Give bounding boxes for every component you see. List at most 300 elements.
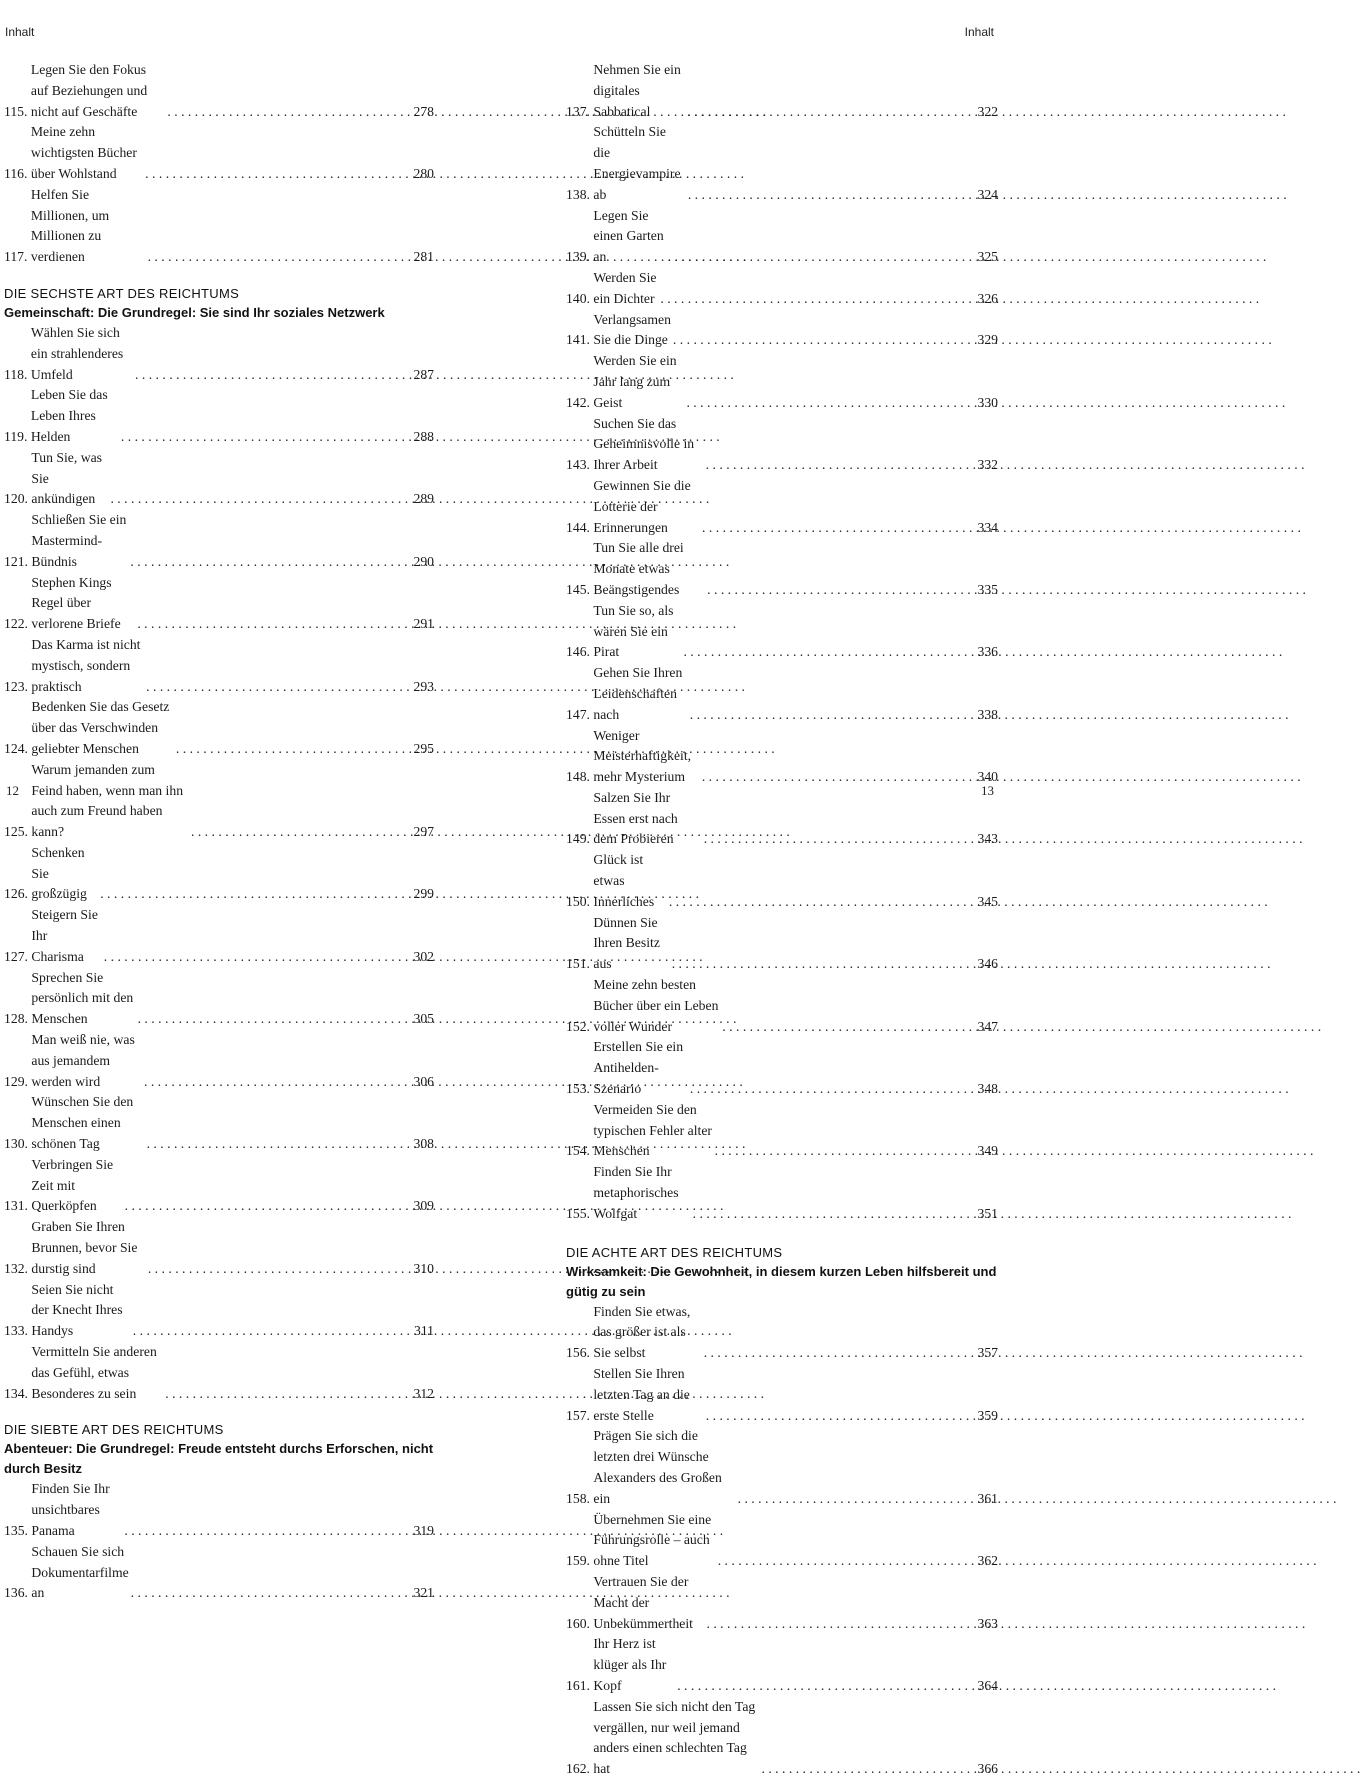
entry-page-number: 297 [413, 824, 434, 840]
toc-group-section7 [4, 1479, 434, 1604]
running-head: Inhalt [964, 25, 994, 39]
entry-title: Werden Sie ein Dichter [593, 269, 657, 306]
toc-entry [566, 310, 998, 352]
entry-title: Erstellen Sie ein Antihelden-Szenario [593, 1039, 684, 1097]
entry-title: Tun Sie alle drei Monate etwas Beängstigendes [593, 540, 684, 597]
dot-leader [702, 767, 965, 788]
entry-number: 117. [4, 249, 28, 265]
entry-body [593, 1100, 968, 1162]
entry-page-number: 306 [413, 1073, 434, 1089]
entry-title: Sprechen Sie persönlich mit den Menschen [31, 969, 134, 1027]
dot-leader [131, 1583, 401, 1604]
entry-number: 154. [566, 1143, 590, 1159]
entry-title: Tun Sie, was Sie ankündigen [31, 449, 102, 507]
entry-number: 122. [4, 616, 28, 632]
entry-body [593, 414, 968, 476]
toc-entry [4, 385, 434, 447]
entry-body [31, 905, 404, 967]
entry-number: 160. [566, 1615, 590, 1631]
entry-number: 126. [4, 886, 28, 902]
entry-body [31, 1479, 404, 1541]
entry-title: Dünnen Sie Ihren Besitz aus [593, 914, 660, 972]
entry-body [593, 1162, 968, 1224]
toc-entry [4, 1342, 434, 1404]
entry-body [593, 538, 968, 600]
entry-body [31, 323, 404, 385]
toc-entry [566, 1162, 998, 1224]
entry-title: Graben Sie Ihren Brunnen, bevor Sie durstig sind [31, 1219, 138, 1276]
entry-page-number: 319 [413, 1523, 434, 1538]
entry-page-number: 357 [977, 1345, 998, 1361]
entry-page-number: 348 [977, 1081, 998, 1097]
entry-page-number: 363 [977, 1615, 998, 1631]
dot-leader [133, 1321, 401, 1342]
entry-page-number: 278 [413, 103, 434, 119]
dot-leader [135, 365, 401, 386]
entry-title: Wählen Sie sich ein strahlenderes Umfeld [30, 324, 124, 382]
entry-title: Vertrauen Sie der Macht der Unbekümmertheit [593, 1573, 693, 1631]
dot-leader [704, 1343, 965, 1364]
toc-entry [566, 60, 998, 122]
entry-number: 153. [566, 1081, 590, 1097]
entry-number: 125. [4, 824, 28, 840]
toc-entry [566, 913, 998, 975]
entry-number: 162. [566, 1761, 590, 1777]
toc-entry [566, 1364, 998, 1426]
dot-leader [672, 954, 965, 975]
dot-leader [148, 1259, 401, 1280]
toc-entry [4, 323, 434, 385]
entry-body [593, 913, 968, 975]
toc-entry [566, 414, 998, 476]
entry-body [31, 1155, 404, 1217]
entry-title: Wünschen Sie den Menschen einen schönen Tag [31, 1094, 134, 1152]
toc-entry [4, 1217, 434, 1279]
entry-title: Legen Sie den Fokus auf Beziehungen und nicht auf Geschäfte [30, 62, 148, 119]
entry-page-number: 364 [977, 1677, 998, 1693]
dot-leader [125, 1196, 401, 1217]
entry-title: Schenken Sie großzügig [31, 844, 87, 902]
toc-entry [566, 538, 998, 600]
toc-entry [566, 1426, 998, 1509]
dot-leader [706, 455, 965, 476]
entry-body [593, 1634, 968, 1696]
entry-body [593, 1426, 968, 1509]
entry-title: Meine zehn besten Bücher über ein Leben voller Wunder [593, 977, 719, 1034]
entry-page-number: 332 [977, 457, 998, 473]
entry-title: Gewinnen Sie die Lotterie der Erinnerungen [593, 477, 691, 535]
toc-entry [4, 122, 434, 184]
entry-number: 158. [566, 1490, 590, 1506]
entry-page-number: 359 [977, 1407, 998, 1423]
entry-page-number: 324 [977, 186, 998, 202]
entry-number: 156. [566, 1345, 590, 1361]
toc-entry [566, 601, 998, 663]
toc-entry [4, 1280, 434, 1342]
toc-entry [566, 788, 998, 850]
entry-title: Ihr Herz ist klüger als Ihr Kopf [593, 1636, 667, 1693]
entry-body [31, 1342, 404, 1404]
entry-page-number: 310 [413, 1260, 434, 1276]
entry-number: 138. [566, 186, 590, 202]
entry-page-number: 336 [977, 644, 998, 660]
entry-page-number: 305 [413, 1011, 434, 1027]
entry-body [593, 351, 968, 413]
dot-leader [167, 102, 401, 123]
entry-page-number: 330 [977, 394, 998, 410]
right-page [500, 0, 1000, 1777]
entry-number: 115. [4, 103, 28, 119]
entry-number: 127. [4, 948, 28, 964]
entry-title: Man weiß nie, was aus jemandem werden wird [31, 1032, 135, 1089]
dot-leader [165, 1384, 401, 1405]
dot-leader [130, 552, 401, 573]
dot-leader [677, 1676, 965, 1697]
entry-number: 131. [4, 1198, 28, 1214]
entry-body [593, 268, 968, 310]
toc-entry [4, 1479, 434, 1541]
dot-leader [146, 677, 401, 698]
entry-page-number: 351 [977, 1205, 998, 1221]
toc-entry [4, 1092, 434, 1154]
entry-body [593, 788, 968, 850]
toc-entry [566, 1302, 998, 1364]
entry-page-number: 287 [413, 366, 434, 382]
dot-leader [124, 1521, 401, 1542]
toc-entry [4, 760, 434, 843]
dot-leader [690, 705, 965, 726]
toc-entry [566, 1634, 998, 1696]
dot-leader [121, 427, 401, 448]
entry-title: Verbringen Sie Zeit mit Querköpfen [31, 1156, 114, 1214]
toc-entry [566, 1037, 998, 1099]
entry-page-number: 302 [413, 948, 434, 964]
entry-body [31, 385, 404, 447]
entry-title: Vermitteln Sie anderen das Gefühl, etwas Besonderes zu sein [31, 1344, 157, 1401]
dot-leader [191, 822, 401, 843]
entry-body [593, 122, 968, 205]
toc-list [566, 60, 998, 1780]
entry-body [31, 60, 404, 122]
entry-title: Verlangsamen Sie die Dinge [593, 311, 671, 348]
dot-leader [148, 247, 401, 268]
entry-title: Stephen Kings Regel über verlorene Briefe [31, 574, 121, 632]
entry-body [31, 697, 404, 759]
entry-page-number: 299 [413, 886, 434, 902]
entry-title: Das Karma ist nicht mystisch, sondern praktisch [31, 636, 141, 694]
dot-leader [683, 642, 965, 663]
entry-number: 150. [566, 893, 590, 909]
entry-body [31, 843, 404, 905]
dot-leader [138, 1009, 401, 1030]
entry-number: 128. [4, 1011, 28, 1027]
entry-page-number: 346 [977, 956, 998, 972]
section-heading: DIE SIEBTE ART DES REICHTUMS [4, 1422, 224, 1438]
dot-leader [687, 102, 965, 123]
entry-page-number: 281 [413, 249, 434, 265]
entry-page-number: 309 [413, 1198, 434, 1214]
entry-title: Bedenken Sie das Gesetz über das Verschwinden geliebter Menschen [31, 699, 170, 756]
dot-leader [722, 1017, 965, 1038]
toc-entry [566, 1100, 998, 1162]
dot-leader [738, 1489, 965, 1510]
dot-leader [702, 518, 965, 539]
dot-leader [144, 1072, 401, 1093]
entry-number: 145. [566, 581, 590, 597]
dot-leader [110, 489, 401, 510]
toc-group-section6 [4, 323, 434, 1404]
entry-title: Salzen Sie Ihr Essen erst nach dem Probieren [593, 789, 678, 847]
entry-number: 123. [4, 678, 28, 694]
toc-entry [566, 1510, 998, 1572]
entry-body [593, 206, 968, 268]
entry-body [593, 601, 968, 663]
entry-body [593, 1364, 968, 1426]
entry-body [31, 1217, 404, 1279]
entry-page-number: 290 [413, 553, 434, 569]
entry-number: 159. [566, 1553, 590, 1569]
dot-leader [706, 1614, 965, 1635]
entry-title: Schauen Sie sich Dokumentarfilme an [31, 1543, 129, 1601]
toc-entry [566, 663, 998, 725]
entry-number: 137. [566, 103, 590, 119]
section-subheading: Wirksamkeit: Die Gewohnheit, in diesem kurzen Leben hilfsbereit und gütig zu sein [566, 1263, 997, 1299]
entry-title: Übernehmen Sie eine Führungsrolle – auch ohne Titel [593, 1511, 712, 1569]
entry-title: Leben Sie das Leben Ihres Helden [30, 387, 108, 444]
entry-page-number: 329 [977, 332, 998, 348]
dot-leader [718, 1551, 965, 1572]
entry-number: 141. [566, 332, 590, 348]
toc-entry [566, 206, 998, 268]
toc-entry [566, 1697, 998, 1780]
entry-title: Suchen Sie das Geheimnisvolle in Ihrer Arbeit [593, 415, 695, 473]
page-number: 12 [6, 783, 19, 798]
entry-body [593, 1697, 968, 1780]
dot-leader [686, 393, 965, 414]
dot-leader [706, 1406, 965, 1427]
entry-number: 129. [4, 1073, 28, 1089]
entry-title: Steigern Sie Ihr Charisma [31, 907, 98, 964]
entry-number: 118. [4, 366, 28, 382]
toc-entry [4, 968, 434, 1030]
dot-leader [704, 829, 965, 850]
entry-body [593, 310, 968, 352]
entry-page-number: 280 [413, 165, 434, 181]
entry-page-number: 343 [977, 831, 998, 847]
toc-entry [4, 1030, 434, 1092]
toc-entry [566, 268, 998, 310]
entry-page-number: 340 [977, 769, 998, 785]
entry-body [593, 1037, 968, 1099]
entry-title: Tun Sie so, als wären Sie ein Pirat [593, 602, 674, 660]
dot-leader [673, 330, 965, 351]
entry-title: Stellen Sie Ihren letzten Tag an die erste Stelle [593, 1366, 690, 1423]
dot-leader [668, 247, 966, 268]
toc-group-top [4, 60, 434, 268]
entry-title: Finden Sie Ihr metaphorisches Wolfgat [593, 1164, 679, 1221]
dot-leader [715, 1141, 965, 1162]
entry-page-number: 312 [413, 1385, 434, 1401]
entry-number: 139. [566, 249, 590, 265]
entry-body [31, 760, 404, 843]
entry-body [593, 476, 968, 538]
left-page [0, 0, 500, 1601]
entry-number: 140. [566, 290, 590, 306]
entry-body [593, 850, 968, 912]
entry-title: Vermeiden Sie den typischen Fehler alter Menschen [593, 1101, 712, 1159]
dot-leader [660, 289, 965, 310]
dot-leader [707, 580, 965, 601]
entry-title: Nehmen Sie ein digitales Sabbatical [593, 62, 681, 119]
entry-number: 155. [566, 1205, 590, 1221]
toc-group-section8 [566, 1302, 998, 1780]
entry-number: 124. [4, 740, 28, 756]
entry-number: 144. [566, 519, 590, 535]
entry-number: 146. [566, 644, 590, 660]
toc-entry [566, 351, 998, 413]
entry-page-number: 361 [977, 1490, 998, 1506]
entry-title: Warum jemanden zum Feind haben, wenn man ihn auch zum Freund haben kann? [31, 761, 184, 840]
entry-number: 151. [566, 956, 590, 972]
dot-leader [147, 1134, 401, 1155]
entry-number: 133. [4, 1323, 28, 1339]
dot-leader [100, 884, 401, 905]
entry-number: 130. [4, 1136, 28, 1152]
entry-title: Legen Sie einen Garten an [593, 207, 664, 265]
dot-leader [104, 947, 401, 968]
toc-entry [4, 573, 434, 635]
toc-entry [4, 1155, 434, 1217]
toc-entry [4, 843, 434, 905]
entry-number: 149. [566, 831, 590, 847]
entry-title: Weniger Meisterhaftigkeit, mehr Mysterium [593, 727, 692, 785]
section-heading: DIE SECHSTE ART DES REICHTUMS [4, 285, 240, 301]
dot-leader [137, 614, 401, 635]
dot-leader [693, 1204, 965, 1225]
entry-page-number: 293 [413, 678, 434, 694]
entry-number: 142. [566, 394, 590, 410]
entry-body [31, 635, 404, 697]
entry-body [593, 1510, 968, 1572]
toc-entry [4, 510, 434, 572]
entry-body [593, 1572, 968, 1634]
entry-page-number: 295 [413, 740, 434, 756]
section-subheading: Gemeinschaft: Die Grundregel: Sie sind Ihr soziales Netzwerk [4, 304, 385, 320]
dot-leader [688, 185, 965, 206]
entry-body [31, 1542, 404, 1604]
entry-title: Seien Sie nicht der Knecht Ihres Handys [31, 1281, 123, 1339]
entry-body [31, 1030, 404, 1092]
section-heading: DIE ACHTE ART DES REICHTUMS [566, 1244, 783, 1260]
entry-number: 143. [566, 457, 590, 473]
entry-body [31, 1092, 404, 1154]
entry-title: Schütteln Sie die Energievampire ab [593, 124, 681, 202]
toc-entry [4, 185, 434, 268]
entry-page-number: 366 [977, 1761, 998, 1777]
entry-page-number: 289 [413, 491, 434, 507]
entry-body [593, 975, 968, 1037]
entry-title: Finden Sie etwas, das größer ist als Sie selbst [593, 1303, 691, 1361]
toc-list [4, 60, 434, 1604]
dot-leader [761, 1759, 965, 1780]
dot-leader [690, 1079, 965, 1100]
entry-page-number: 308 [413, 1136, 434, 1152]
entry-body [31, 122, 404, 184]
entry-title: Werden Sie ein Jahr lang zum Geist [593, 353, 677, 410]
entry-page-number: 325 [977, 249, 998, 265]
entry-number: 152. [566, 1018, 590, 1034]
entry-number: 135. [4, 1523, 28, 1538]
entry-body [593, 60, 968, 122]
toc-entry [4, 1542, 434, 1604]
entry-body [31, 1280, 404, 1342]
entry-body [31, 448, 404, 510]
toc-entry [566, 975, 998, 1037]
toc-entry [566, 726, 998, 788]
entry-body [31, 573, 404, 635]
entry-title: Prägen Sie sich die letzten drei Wünsche Alexanders des Großen ein [593, 1428, 722, 1506]
toc-entry [566, 1572, 998, 1634]
entry-page-number: 345 [977, 893, 998, 909]
entry-number: 134. [4, 1385, 28, 1401]
dot-leader [669, 892, 965, 913]
toc-entry [566, 850, 998, 912]
entry-body [31, 185, 404, 268]
toc-entry [4, 635, 434, 697]
entry-title: Glück ist etwas Innerliches [593, 852, 655, 909]
entry-number: 120. [4, 491, 28, 507]
page-number: 13 [981, 783, 994, 798]
entry-number: 116. [4, 165, 28, 181]
entry-title: Gehen Sie Ihren Leidenschaften nach [593, 665, 683, 722]
running-head: Inhalt [5, 25, 35, 39]
entry-number: 147. [566, 706, 590, 722]
entry-number: 136. [4, 1585, 28, 1601]
entry-number: 161. [566, 1677, 590, 1693]
toc-entry [4, 905, 434, 967]
entry-page-number: 347 [977, 1018, 998, 1034]
section-subheading: Abenteuer: Die Grundregel: Freude entsteht durchs Erforschen, nicht durch Besitz [4, 1441, 434, 1477]
entry-number: 157. [566, 1407, 590, 1423]
entry-page-number: 288 [413, 428, 434, 444]
toc-entry [4, 448, 434, 510]
entry-page-number: 326 [977, 290, 998, 306]
toc-entry [4, 60, 434, 122]
entry-number: 121. [4, 553, 28, 569]
entry-body [593, 663, 968, 725]
entry-title: Schließen Sie ein Mastermind-Bündnis [31, 512, 127, 569]
entry-number: 148. [566, 769, 590, 785]
entry-body [31, 510, 404, 572]
entry-page-number: 338 [977, 706, 998, 722]
entry-number: 132. [4, 1260, 28, 1276]
entry-page-number: 322 [977, 103, 998, 119]
entry-page-number: 321 [413, 1585, 434, 1601]
toc-group-top [566, 60, 998, 1225]
entry-body [593, 726, 968, 788]
entry-page-number: 291 [413, 616, 434, 632]
entry-title: Lassen Sie sich nicht den Tag vergällen, nur weil jemand anders einen schlechten Tag hat [593, 1698, 756, 1777]
entry-title: Finden Sie Ihr unsichtbares Panama [31, 1481, 110, 1538]
entry-body [593, 1302, 968, 1364]
dot-leader [145, 164, 401, 185]
entry-page-number: 335 [977, 581, 998, 597]
entry-page-number: 362 [977, 1553, 998, 1569]
entry-title: Helfen Sie Millionen, um Millionen zu verdienen [30, 186, 110, 265]
toc-entry [566, 122, 998, 205]
toc-entry [4, 697, 434, 759]
toc-entry [566, 476, 998, 538]
